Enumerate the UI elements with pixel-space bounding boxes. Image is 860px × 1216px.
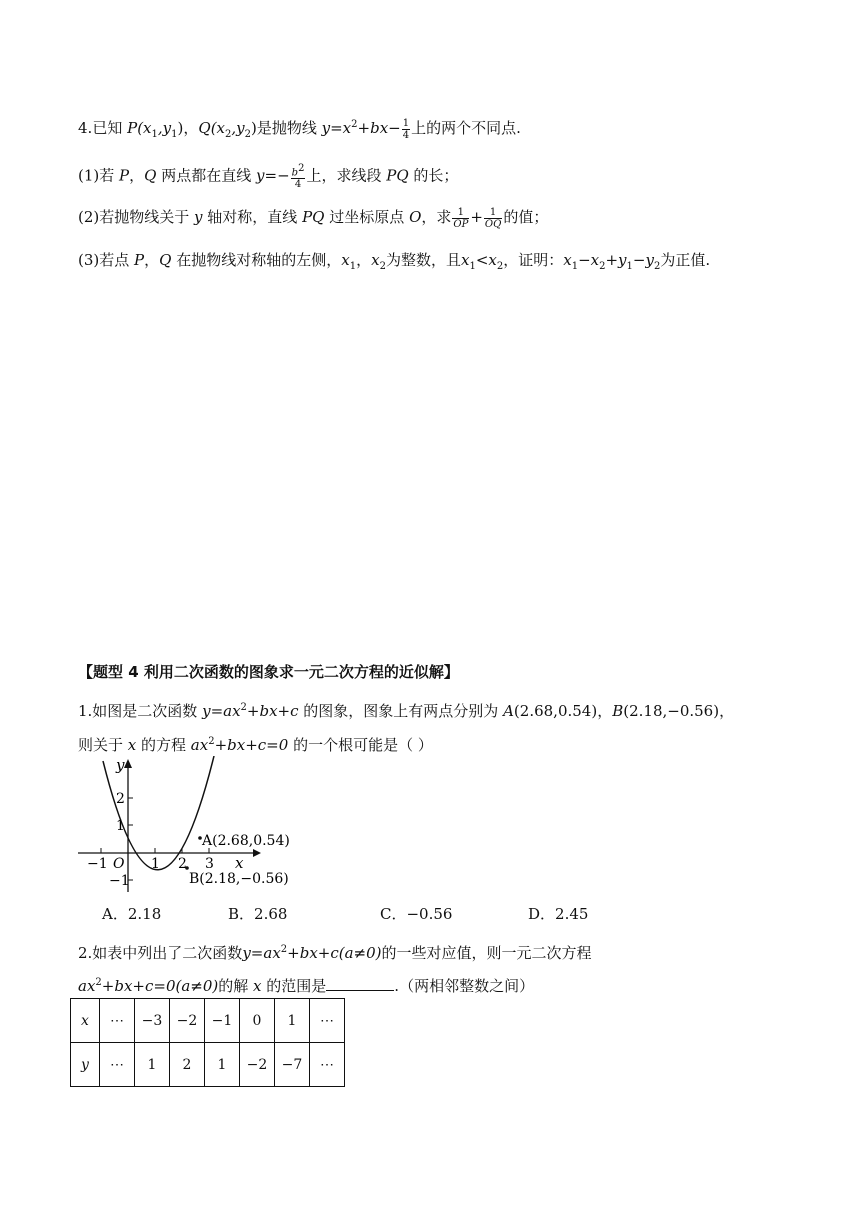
values-table (70, 998, 345, 1087)
x-axis-label: x (235, 854, 244, 872)
q1-line2: 则关于 x 的方程 $ax^2+bx+c=0$ 的一个根可能是（ ） (78, 736, 433, 754)
option-c[interactable]: C．−0.56 (380, 905, 453, 923)
table-cell: 0 (240, 999, 275, 1043)
y-tick-label: −1 (109, 873, 130, 889)
table-cell: 1 (205, 1043, 240, 1087)
fraction: $\frac{1}{OP}$ (453, 206, 469, 230)
y-axis-label: y (116, 756, 125, 774)
table-cell: ⋯ (310, 1043, 345, 1087)
point-b-label: B(2.18,−0.56) (189, 871, 289, 887)
table-row (71, 999, 345, 1043)
x-tick-label: 3 (205, 856, 214, 872)
answer-blank[interactable] (326, 976, 394, 991)
q4-sub1: (1)若 P，Q 两点都在直线 y=− $\frac{b^2}{4}$ 上，求线段 PQ 的长； (78, 163, 459, 191)
q4-sub2: (2)若抛物线关于 y 轴对称，直线 PQ 过坐标原点 O，求 $\frac{1}{OP}$ + $\frac{1}{OQ}$ 的值； (78, 206, 549, 230)
table-cell: 1 (275, 999, 310, 1043)
table-row (71, 1043, 345, 1087)
x-tick-label: 1 (151, 856, 160, 872)
x-tick-label: 2 (178, 856, 187, 872)
origin-label: O (113, 856, 125, 872)
point-a-label: A(2.68,0.54) (202, 833, 290, 849)
y-tick-label: 1 (116, 818, 125, 834)
x-tick-label: −1 (87, 856, 108, 872)
parabola-figure (75, 756, 305, 896)
option-d[interactable]: D．2.45 (528, 905, 589, 923)
table-cell: ⋯ (310, 999, 345, 1043)
q4-sub3: (3)若点 P，Q 在抛物线对称轴的左侧，$x_1$，$x_2$为整数，且$x_1<x_2$，证明：$x_1-x_2+y_1-y_2$为正值. (78, 251, 711, 272)
y-axis-arrow-icon (124, 759, 132, 768)
fraction: $\frac{1}{4}$ (402, 117, 410, 141)
fraction: $\frac{b^2}{4}$ (291, 163, 305, 191)
q2-line2: $ax^2+bx+c=0(a\ne 0)$的解 x 的范围是 .（两相邻整数之间） (78, 977, 535, 995)
table-cell: −7 (275, 1043, 310, 1087)
table-cell: −2 (240, 1043, 275, 1087)
table-cell: ⋯ (100, 1043, 135, 1087)
table-cell: −1 (205, 999, 240, 1043)
table-cell: ⋯ (100, 999, 135, 1043)
table-cell: −3 (135, 999, 170, 1043)
option-a[interactable]: A．2.18 (102, 905, 162, 923)
option-b[interactable]: B．2.68 (228, 905, 288, 923)
q1-line1: 1.如图是二次函数 $y=ax^2+bx+c$ 的图象，图象上有两点分别为 A(2.68,0.54)，B(2.18,−0.56)， (78, 702, 735, 720)
table-cell: y (71, 1043, 100, 1087)
table-cell: −2 (170, 999, 205, 1043)
table-cell: 2 (170, 1043, 205, 1087)
fraction: $\frac{1}{OQ}$ (484, 206, 502, 230)
x-axis-arrow-icon (253, 849, 261, 857)
q2-line1: 2.如表中列出了二次函数$y=ax^2+bx+c(a\ne 0)$的一些对应值，则一元二次方程 (78, 944, 592, 962)
table-cell: 1 (135, 1043, 170, 1087)
y-tick-label: 2 (116, 791, 125, 807)
q4-stem: 4.已知 $P(x_1,y_1)$，$Q(x_2,y_2)$是抛物线 $y=x^2+bx-$ $\frac{1}{4}$ 上的两个不同点. (78, 117, 521, 141)
table-cell: x (71, 999, 100, 1043)
section-heading: 【题型 4 利用二次函数的图象求一元二次方程的近似解】 (78, 663, 459, 681)
